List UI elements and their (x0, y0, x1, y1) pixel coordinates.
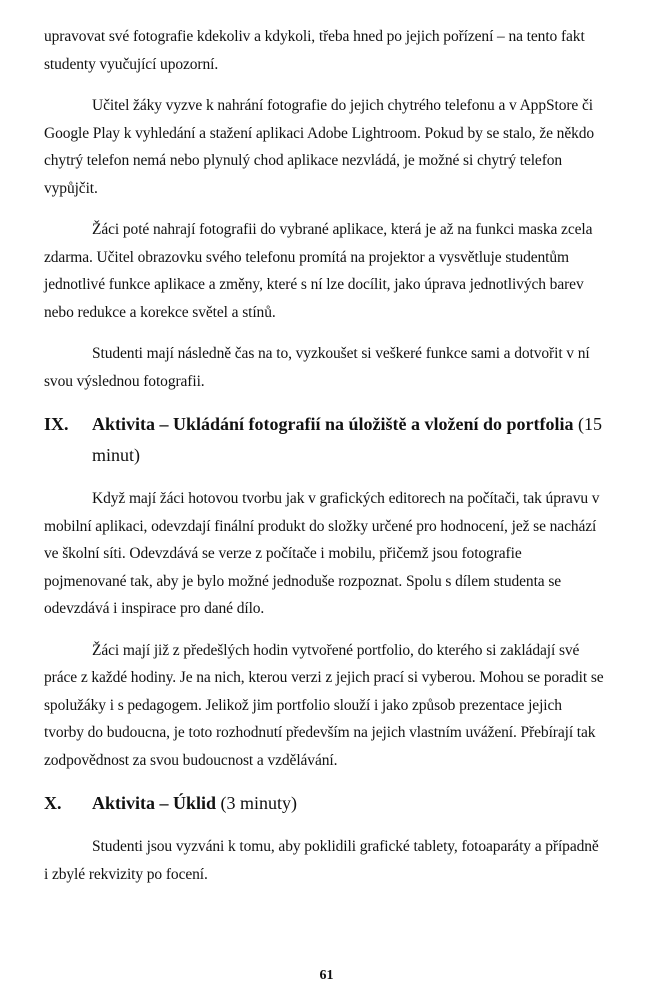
section-ix-heading (44, 409, 604, 471)
section-ix-heading-text (44, 409, 604, 471)
document-page (44, 23, 604, 902)
section-x-title: Aktivita – Úklid (92, 793, 221, 813)
paragraph-continuation: upravovat své fotografie kdekoliv a kdykoli, třeba hned po jejich pořízení – na tento fakt studenty vyučující upozorní. (44, 28, 585, 73)
section-ix-paragraph-submission: Když mají žáci hotovou tvorbu jak v grafických editorech na počítači, tak úpravu v mobilní aplikaci, odevzdají finální produkt do složky určené pro hodnocení, jež se nachází ve školní síti. Odevzdává se verze z počítače i mobilu, přičemž jsou fotografie pojmenované tak, aby je bylo možné jednoduše rozpoznat. Spolu s dílem studenta se odevzdává i inspirace pro dané dílo. (44, 490, 600, 617)
section-ix-duration: (15 minut) (92, 414, 602, 465)
section-x-paragraph-cleanup: Studenti jsou vyzváni k tomu, aby poklidili grafické tablety, fotoaparáty a případně i zbylé rekvizity po focení. (44, 838, 599, 883)
section-ix-paragraph-portfolio: Žáci mají již z předešlých hodin vytvořené portfolio, do kterého si zakládají své práce z každé hodiny. Je na nich, kterou verzi z jejich prací si vyberou. Mohou se poradit se spolužáky i s pedagogem. Jelikož jim portfolio slouží i jako způsob prezentace jejich tvorby do budoucna, je toto rozhodnutí především na jejich vlastním uvážení. Přebírají tak zodpovědnost za svou budoucnost a vzdělávání. (44, 641, 604, 769)
section-x-heading-text (44, 788, 604, 819)
paragraph-app-functions: Žáci poté nahrají fotografii do vybrané aplikace, která je až na funkci maska zcela zdarma. Učitel obrazovku svého telefonu promítá na projektor a vysvětluje studentům jednotlivé funkce aplikace a změny, které s ní lze docílit, jako úprava jednotlivých barev nebo redukce a korekce světel a stínů. (44, 221, 593, 321)
paragraph-app-download: Učitel žáky vyzve k nahrání fotografie do jejich chytrého telefonu a v AppStore či Google Play k vyhledání a stažení aplikaci Adobe Lightroom. Pokud by se stalo, že někdo chytrý telefon nemá nebo plynulý chod aplikace nezvládá, je možné si chytrý telefon vypůjčit. (44, 97, 595, 197)
page-number: 61 (319, 968, 334, 983)
section-ix-title: Aktivita – Ukládání fotografií na úložiště a vložení do portfolia (92, 414, 578, 434)
section-x-number: X. (44, 793, 62, 813)
section-ix-number: IX. (44, 414, 69, 434)
section-x-duration: (3 minuty) (220, 793, 298, 813)
section-x-heading (44, 788, 604, 819)
paragraph-student-practice: Studenti mají následně čas na to, vyzkoušet si veškeré funkce sami a dotvořit v ní svou výslednou fotografii. (44, 345, 590, 390)
